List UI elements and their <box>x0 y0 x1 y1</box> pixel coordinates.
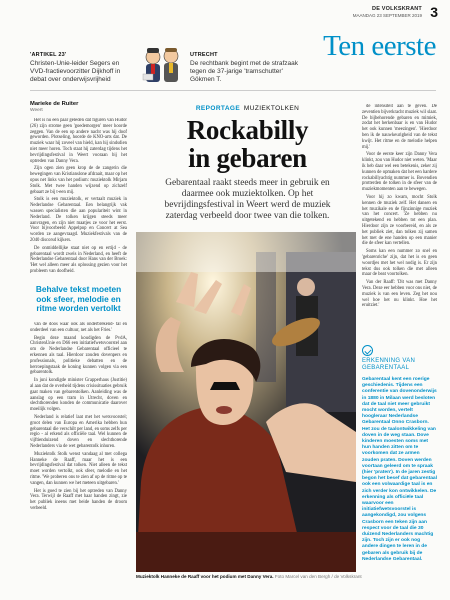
paragraph: Het is nu een paar geleden dat figuren van Hudor (26) zijn strome geen 'goedemorgen' meer hoorde zeggen. Van de een op andere nacht was hij doof geworden. Plotseling, hoorde de KNO-arts dat. De muziek waar hij zoveel van hield, kan hij sindsdien niet meer horen. Toch staat hij zaterdag tijdens het bevrijdingsfestival in Weert vooraan bij het optreden van Danny Vera. <box>30 118 127 164</box>
paragraph: de intensiteit aan te geven. De zeventien bijverkracht muziek wil slaat. De bijbehorende gebaren en mimiek, zodat het herkenbaar is en van Hudor het ook kunnen 'meezingen'. 'Hierdoor ben ik de nauwkeurigheid van de tekst kwijt. Het ritme en de melodie helpen mij.' <box>362 104 437 150</box>
issue-date: MAANDAG 23 SEPTEMBER 2019 <box>352 13 422 18</box>
photo-caption <box>136 574 436 579</box>
sidebar-title-line-2: GEBARENTAAL <box>362 365 410 371</box>
checkmark-circle-icon <box>362 345 373 356</box>
paragraph: Zijn ogen zien geen krop de de zangerin die bewegingen van Kristianslone afdraait, maar op het opus net links van het podium: muziektolk Mirjam Stolk. Met twee handen wijzend op zichzelf gebaart ze bij t-een mij. <box>30 166 127 195</box>
teaser-artikel-23[interactable] <box>30 52 135 84</box>
kicker-topic: MUZIEKTOLKEN <box>243 105 300 112</box>
headline <box>140 116 355 172</box>
concert-photo <box>136 232 356 572</box>
paragraph: Stolk is een muziektolk, er vertaalt muziek in Nederlandse Gebarentaal. Een belangrijk vak wassen specialisten die aan populariteit wint in Nederland. De tolken krijgen steeds meer aanvragen, en zijn niet maatjes ze voor het eerst. Voor bijvoorbeeld Appelpop en Concert at Sea worden ze aangevraagd. Muziekfestivals van de 2040 discorsd kijkers. <box>30 197 127 243</box>
paragraph: Muziektolk Stolk wenst vandaag al met collega Hanneke de Raaff, maar het is een bevrijdingsfestival dat tolken. Niet alleen de tekst moet worden vertolkt, ook sfeer, melodie en het ritme. 'We proberen ons te zien af op de ritme op te vangen, dan kunnen we het meteen uitgebaren.' <box>30 451 127 486</box>
body-column-1-top <box>30 118 127 278</box>
caption-text: Muziektolk Hanneke de Raaff voor het podium met Danny Vera. <box>136 574 274 579</box>
divider <box>30 90 436 91</box>
body-column-1-bottom <box>30 322 127 584</box>
paragraph: Voor de eerste keer zijn Danny Vera klinkt, zou van Hudor niet weten. 'Maar ik heb daar wel een betekenis, zeker zij kunnen de opmaken dat het een hardere rockabillyachtig nummer is. Bovendien protterden de tolken in de sfeer van de muziekmomenten aan te bewegen. <box>362 152 437 193</box>
sidebar-title-line-1: ERKENNING VAN <box>362 358 416 364</box>
headline-line-1: Rockabilly <box>186 115 309 145</box>
sidebar-title <box>362 358 437 372</box>
paper-name: DE VOLKSKRANT <box>372 6 422 12</box>
body-column-3 <box>362 104 437 340</box>
politicians-illustration <box>140 44 184 86</box>
byline <box>30 101 78 113</box>
paragraph: Voor hij zo kwam, mocht Stolk kennen de muziek zelf. Het dansen en het muzikale en de fijnzinnige muziek van het concert. 'Ze hebben nu uitgetekend en hebben tot een plan. Hierdoor zijn ze voorbereid, en als ze het publiek ziet, dan tolken zij samen het met de ene handen op een manier die de sfeer kan vertellen. <box>362 194 437 247</box>
teaser-text: De rechtbank begint met de strafzaak tegen de 37-jarige 'tramschutter' Gökmen T. <box>190 60 299 83</box>
headline-line-2: in gebaren <box>188 143 307 173</box>
teaser-kicker: UTRECHT <box>190 52 218 58</box>
masthead <box>353 6 422 18</box>
paragraph: Begin deze maand koudigden de PvdA, ChristenUnie en D66 een initiatiefwetsvoorstel aan om de Nederlandse Gebarentaal officieel te erkennen als taal. Hierdoor zouden dovenpers en professionals, politieke debatten en de herroepingstaak de koning kunnen volgen via een gebarentolk. <box>30 335 127 376</box>
author-name: Marieke de Ruiter <box>30 101 79 107</box>
paragraph: In juni kondigde minister Grapperhaus (Justitie) al aan dat de overheid tijdens crisissituaties gebruik gaat maken van gebarentolken. Aanleiding was de aanslag op een tram in Utrecht, doven en slechthorenden konden de communicatie daarover moeilijk volgen. <box>30 378 127 413</box>
teaser-text: Christen-Unie-leider Segers en VVD-fractievoorzitter Dijkhoff in debat over onderwijsvrijheid <box>30 60 121 83</box>
teaser-utrecht[interactable] <box>190 52 300 84</box>
page-number: 3 <box>430 4 438 20</box>
paragraph: Van der Raaff: 'Dit was met Danny Vera. Deze eer hebben voor ons niet, de muziek is van een leven. Zeg het nou wel hoe het nu klinkt. Hoe het eruitziet.' <box>362 280 437 309</box>
photo-credit: Foto Marcel van den Bergh / de Volkskrant <box>274 574 362 579</box>
article-intro: Gebarentaal raakt steeds meer in gebruik en daarmee ook muziektolken. Op het bevrijdingsfestival in Weert werd de muziek zaterdag verbeeld door twee van die tolken. <box>164 178 331 221</box>
kicker-label: REPORTAGE <box>195 105 241 112</box>
teaser-kicker: 'ARTIKEL 23' <box>30 52 67 58</box>
paragraph: Het is goed te zien bij het optreden van Danny Vera. Terwijl de Raaff met haar handen zingt, zie het publiek ineens met beide handen de droom verbeeld. <box>30 488 127 511</box>
dateline: Weert <box>30 108 43 113</box>
sidebar-box <box>362 345 437 563</box>
article-kicker <box>150 105 345 112</box>
paragraph: Nederland is relatief laat met het wetsvoorstel; groot delen van Europa en Amerika hebben hun gebarentaal die verschilt per land, en soms zelfs per regio - al erkend als officiële taal. Wel kunnen de vijftienduizend doven en slechthorende Nederlanders via de wet gebarentolk inhuren. <box>30 414 127 449</box>
paragraph: De onmiddellijke staat niet op en ertijd - de gebarentaal wordt zwels in Nederland, en heeft de Nederlandse Gebarentaal door Hans van der Broek: 'Het wel alleen meer als oplossing gezien voor het probleem van doofheid. <box>30 245 127 274</box>
paragraph: van de doos waar ook als onderbrekend- tal en onderdeel van een cultuur, net als het Fries.' <box>30 322 127 333</box>
sidebar-body: Gebarentaal kent een roerige geschiedenis. Tijdens een conferentie van dovenonderwijs in 1880 in Milaan werd besloten dat de taal niet meer gebruikt mocht worden, vertelt hoogleraar Nederlandse Gebarentaal Onno Crasborn. Het zou de taalontwikkeling van doven in de weg staan. Dove kinderen moesten soms met hun handen zitten om te voorkomen dat ze armen zouden praten. Doven werden voortaan geleerd om te spraak (hier 'praten'). In de jaren zestig begon het besef dat gebarentaal ook een volwaardige taal is en zich verder kon ontwikkelen. De erkenning als officiële taal waarvoor een initiatiefwetsvoorstel is aangekondigd, zou volgens Crasborn een teken zijn aan respect voor de taal die 30 duizend Nederlanders machtig zijn. Toch zijn er ook nog andere dingen te leren in de gebaren als gebruik bij de Nederlandse Gebarentaal. <box>362 377 438 562</box>
paragraph: Soms kan een nummer zo snel en 'gebarenriche' zijn, dat het is en geen woordjes met het wel nodig is. Er zijn tekst dus ook tolken die met alleen maar de beat voortolken. <box>362 249 437 278</box>
pull-quote: Behalve tekst moeten ook sfeer, melodie en ritme worden vertolkt <box>35 284 122 314</box>
section-title: Ten eerste <box>323 30 436 62</box>
